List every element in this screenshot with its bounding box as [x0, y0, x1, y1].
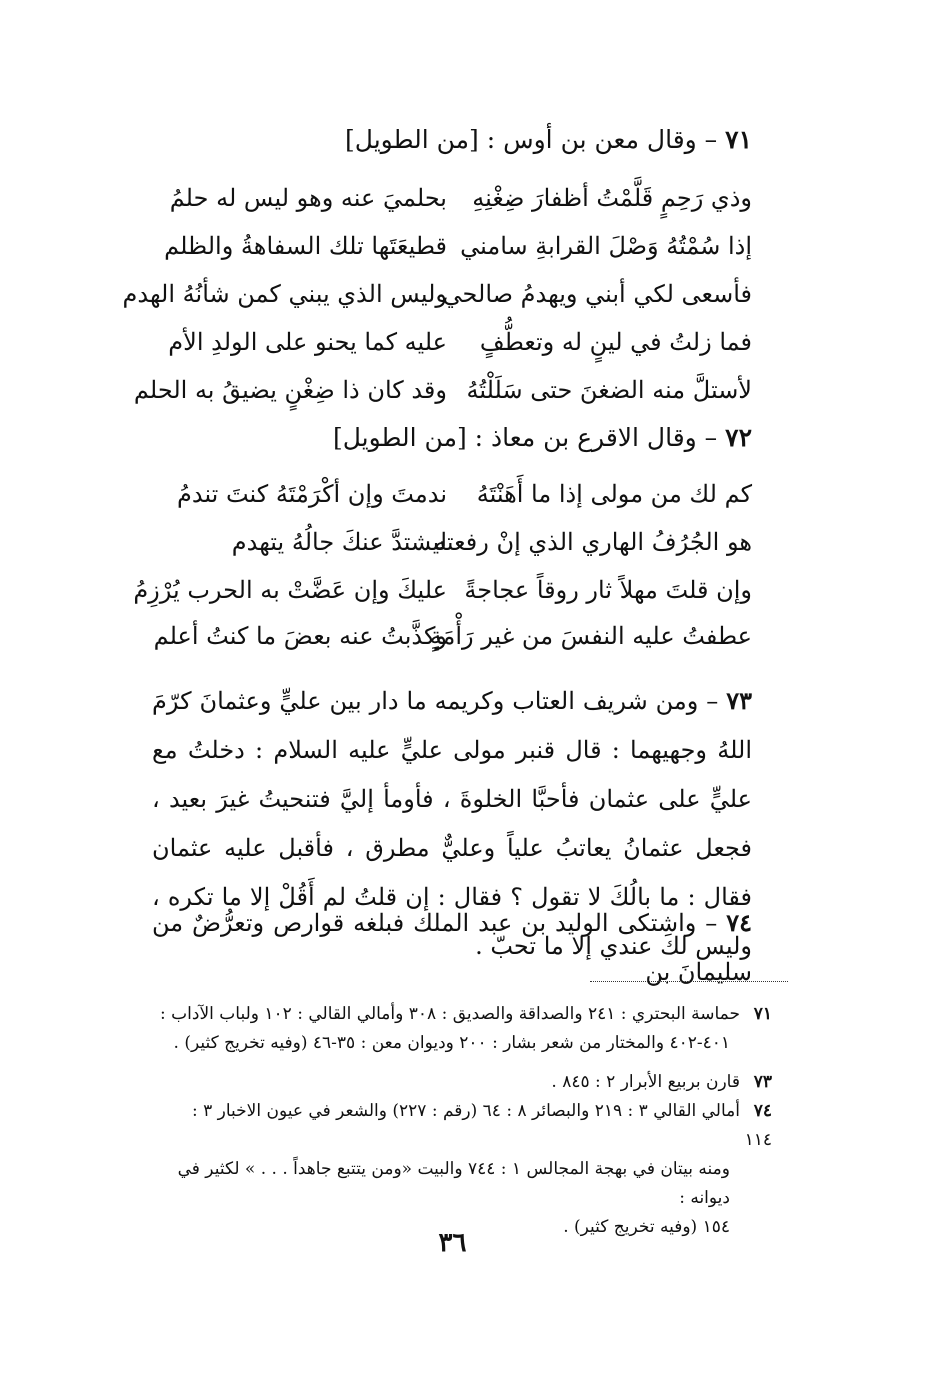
verse-second-hemistich: ليشتدَّ عنكَ جالُهُ يتهدم	[231, 528, 447, 556]
footnote-line	[160, 1068, 772, 1097]
footnote-number: ٧٣	[753, 1072, 772, 1092]
footnote-73	[160, 1068, 772, 1097]
verse-line	[157, 518, 752, 566]
entry-number: ٧٣	[726, 686, 752, 715]
footnote-line	[160, 1097, 772, 1155]
entry-number: ٧٤	[726, 908, 752, 937]
verse-line	[157, 222, 752, 270]
verse-line	[133, 566, 752, 614]
footnote-text: قارن بربيع الأبرار ٢ : ٨٤٥ .	[551, 1072, 740, 1092]
footnote-number: ٧١	[753, 1004, 772, 1024]
verse-line	[157, 318, 752, 366]
footnote-line	[160, 1000, 772, 1029]
footnote-line: ١٥٤ (وفيه تخريج كثير) .	[563, 1217, 730, 1237]
verse-second-hemistich: وليس الذي يبني كمن شأنُهُ الهدم	[122, 280, 447, 308]
entry-prose-text: – ومن شريف العتاب وكريمه ما دار بين عليٍّ وعثمانَ كرّمَ اللهُ وجهيهما : قال قنبر مولى عليٍّ عليه السلام : دخلتُ مع عليٍّ على عثمان فأحبَّا الخلوةَ ، فأومأ إليَّ فتنحيتُ غيرَ بعيد ، فجعل عثمانُ يعاتبُ علياً وعليٌّ مطرق ، فأقبل عليه عثمان فقال : ما بالُكَ لا تقول ؟ فقال : إن قلتُ لم أَقُلْ إلا ما تكره ، وليس لكَ عندي إلا ما تحبّ .	[152, 687, 752, 960]
verse-first-hemistich: فأسعى لكي أبني ويهدمُ صالحي	[442, 280, 752, 308]
footnote-text: أمالي القالي ٣ : ٢١٩ والبصائر ٨ : ٦٤ (رقم : ٢٢٧) والشعر في عيون الاخبار ٣ : ١١٤	[191, 1101, 772, 1150]
verse-first-hemistich: عطفتُ عليه النفسَ من غير رَأْمَةٍ	[429, 622, 752, 650]
verse-first-hemistich: هو الجُرُفُ الهاري الذي إنْ رفعته	[434, 528, 752, 556]
page-number: ٣٦	[438, 1228, 467, 1258]
verse-second-hemistich: وكذَّبتُ عنه بعضَ ما كنتُ أعلم	[153, 622, 447, 650]
verse-line	[157, 174, 752, 222]
verse-second-hemistich: وقد كان ذا ضِغْنٍ يضيقُ به الحلم	[133, 376, 447, 404]
footnote-text: حماسة البحتري : ٢٤١ والصداقة والصديق : ٣٠٨ وأمالي القالي : ١٠٢ ولباب الآداب :	[160, 1004, 740, 1024]
entry-prose-text: – واشتكى الوليد بن عبد الملك فبلغه قوارص وتعرُّضٌ من سليمانَ بن	[152, 909, 752, 986]
entry-number: ٧١	[725, 125, 752, 154]
entry-number: ٧٢	[725, 423, 752, 452]
entry-heading-text: – وقال الاقرع بن معاذ : [من الطويل]	[332, 423, 718, 452]
verse-line	[133, 366, 752, 414]
verse-line	[153, 612, 752, 660]
footnote-divider	[590, 981, 788, 982]
verse-first-hemistich: فما زلتُ في لينٍ له وتعطُّفٍ	[479, 328, 752, 356]
verse-second-hemistich: عليكَ وإن عَضَّتْ به الحرب يُرْزِمُ	[133, 576, 447, 604]
verse-first-hemistich: لأستلَّ منه الضغنَ حتى سَلَلْتُهُ	[466, 376, 752, 404]
entry-72-heading	[192, 418, 752, 458]
entry-71-heading	[192, 120, 752, 160]
verse-line	[157, 470, 752, 518]
verse-second-hemistich: بحلميَ عنه وهو ليس له حلمُ	[169, 184, 447, 212]
verse-first-hemistich: وإن قلتَ مهلاً ثار روقاً عجاجةً	[464, 576, 752, 604]
verse-first-hemistich: كم لك من مولى إذا ما أَهَنْتَهُ	[476, 480, 752, 508]
entry-heading-text: – وقال معن بن أوس : [من الطويل]	[345, 125, 718, 154]
footnote-number: ٧٤	[753, 1101, 772, 1121]
verse-first-hemistich: وذي رَحِمٍ قَلَّمْتُ أظفارَ ضِغْنِهِ	[472, 184, 752, 212]
verse-second-hemistich: قطيعَتَها تلك السفاهةُ والظلم	[164, 232, 447, 260]
verse-second-hemistich: ندمتَ وإن أكْرَمْتَهُ كنتَ تندمُ	[176, 480, 447, 508]
verse-first-hemistich: إذا سُمْتُهُ وَصْلَ القرابةِ سامني	[460, 232, 752, 260]
footnote-71	[160, 1000, 772, 1058]
verse-second-hemistich: عليه كما يحنو على الولدِ الأم	[168, 328, 447, 356]
footnote-74	[160, 1097, 772, 1242]
entry-74-paragraph	[152, 898, 752, 997]
verse-line	[122, 270, 752, 318]
footnote-line: ومنه بيتان في بهجة المجالس ١ : ٧٤٤ والبيت «ومن يتتبع جاهداً . . . » لكثير في ديوانه :	[177, 1159, 730, 1208]
footnote-line: ٤٠١-٤٠٢ والمختار من شعر بشار : ٢٠٠ وديوان معن : ٣٥-٤٦ (وفيه تخريج كثير) .	[173, 1033, 730, 1053]
